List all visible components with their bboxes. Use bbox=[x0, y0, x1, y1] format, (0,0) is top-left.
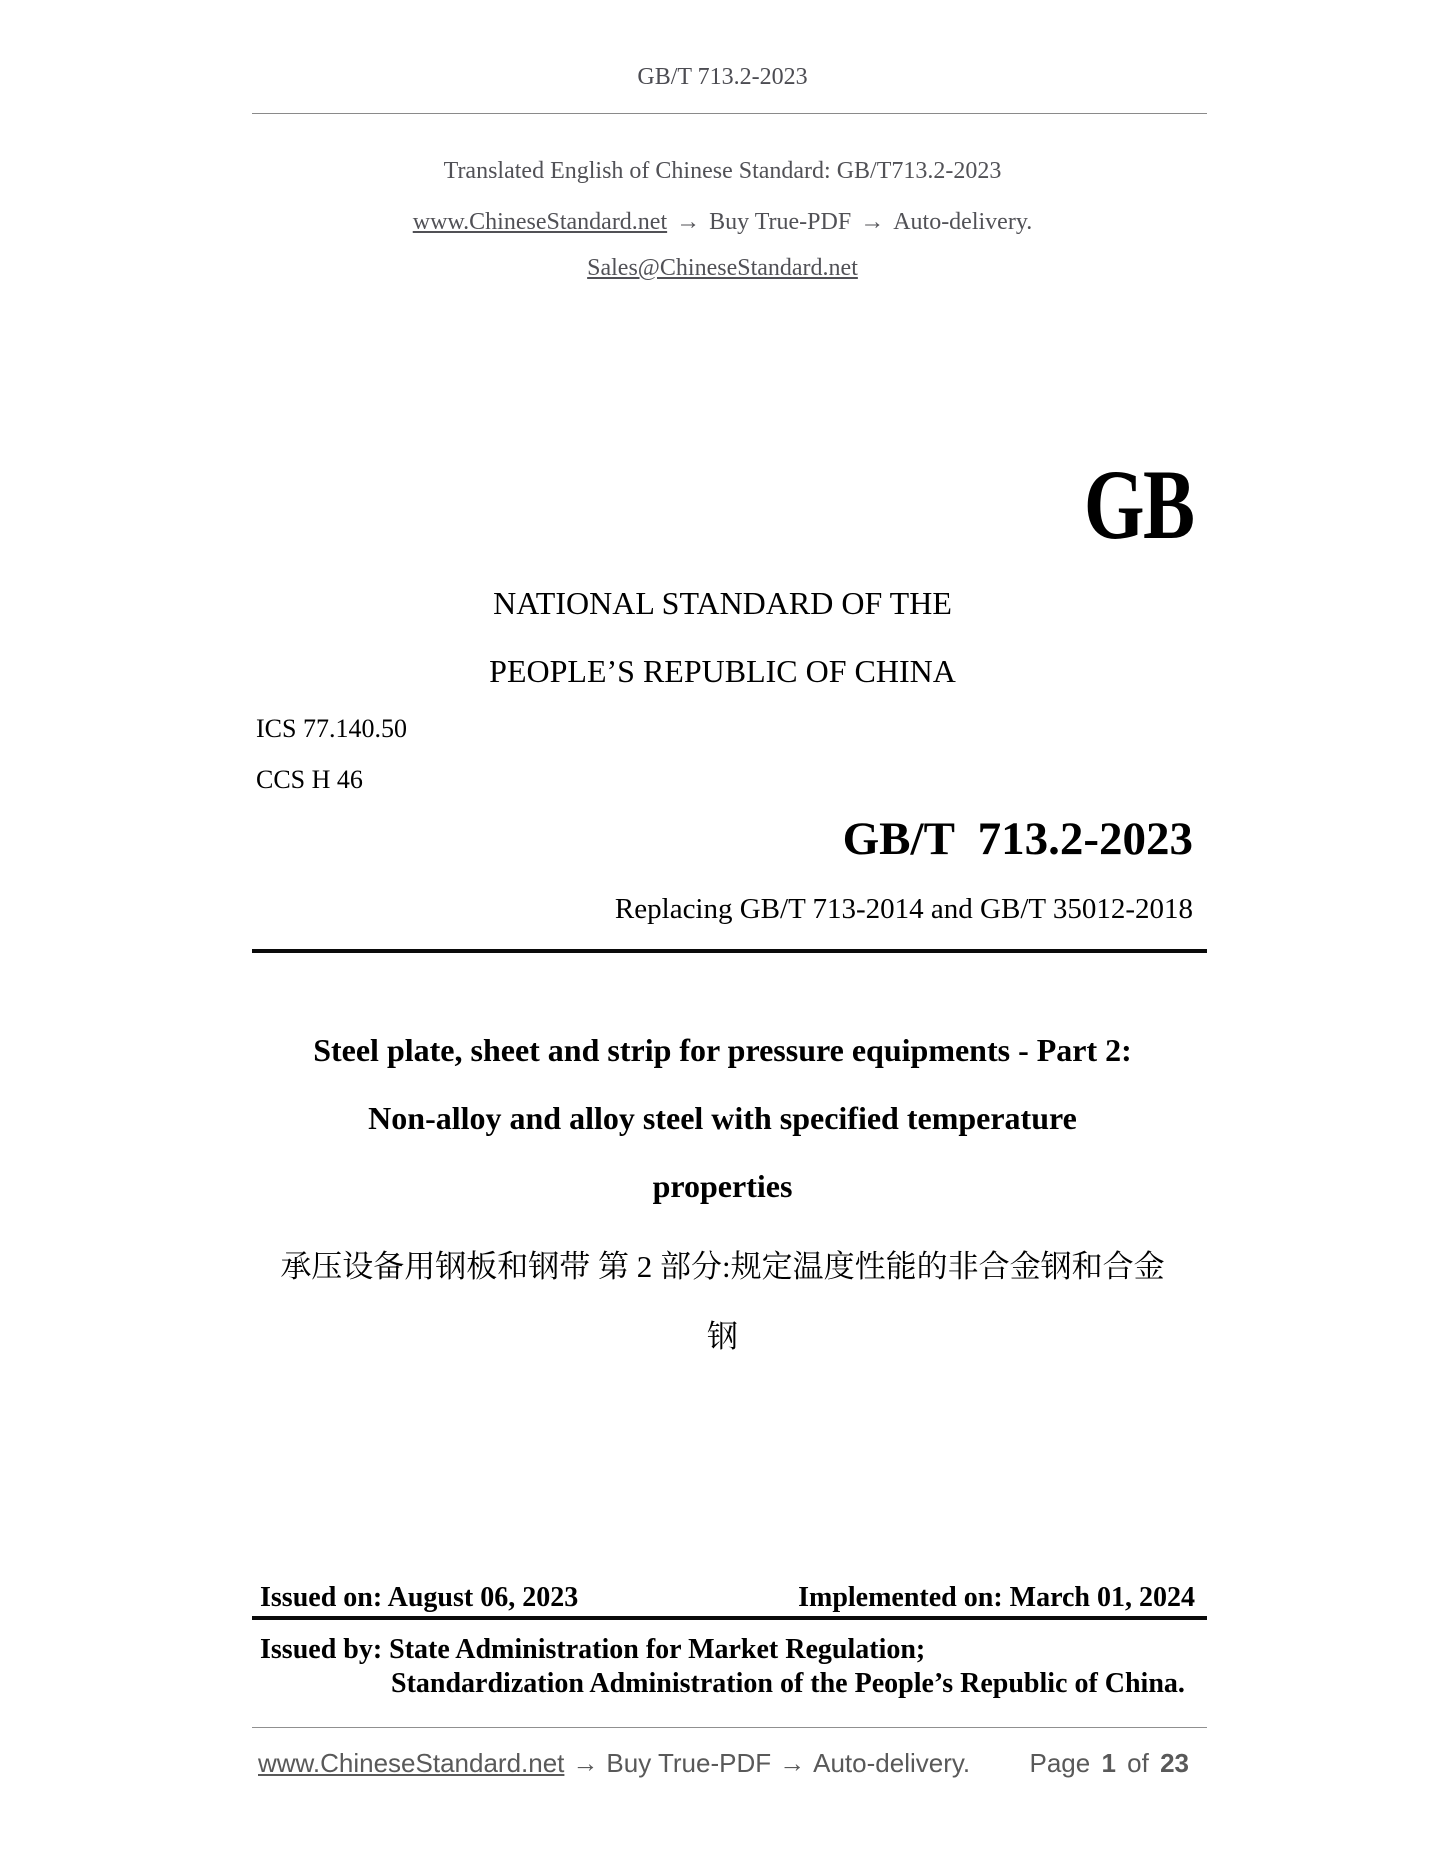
issued-on-date: Issued on: August 06, 2023 bbox=[260, 1582, 579, 1613]
arrow-icon: → bbox=[860, 209, 885, 235]
footer-delivery-label: Auto-delivery. bbox=[813, 1748, 971, 1778]
arrow-icon: → bbox=[676, 209, 701, 235]
delivery-label: Auto-delivery. bbox=[893, 209, 1033, 235]
page-number: 1 bbox=[1101, 1748, 1116, 1778]
standard-number: GB/T 713.2-2023 bbox=[842, 813, 1193, 865]
issued-by-line2: Standardization Administration of the People’s Republic of China. bbox=[391, 1668, 1185, 1699]
of-label: of bbox=[1127, 1748, 1149, 1778]
total-pages: 23 bbox=[1160, 1748, 1189, 1778]
running-header-doc-number: GB/T 713.2-2023 bbox=[637, 64, 808, 90]
title-cn-line1: 承压设备用钢板和钢带 第 2 部分:规定温度性能的非合金钢和合金 bbox=[280, 1249, 1165, 1284]
title-cn-line2: 钢 bbox=[707, 1319, 738, 1354]
page-label: Page bbox=[1029, 1748, 1091, 1778]
footer bbox=[258, 1748, 1193, 1779]
footer-left bbox=[258, 1748, 970, 1779]
site-link[interactable]: www.ChineseStandard.net bbox=[412, 209, 668, 235]
buy-label: Buy True-PDF bbox=[709, 209, 852, 235]
dates-divider bbox=[252, 1616, 1207, 1620]
arrow-icon: → bbox=[779, 1748, 806, 1778]
buy-line bbox=[0, 209, 1445, 236]
gb-logo: GB bbox=[1083, 449, 1193, 560]
footer-divider bbox=[252, 1727, 1207, 1728]
masthead-divider bbox=[252, 949, 1207, 953]
national-standard-line1: NATIONAL STANDARD OF THE bbox=[493, 585, 952, 621]
arrow-icon: → bbox=[572, 1748, 599, 1778]
header-divider bbox=[252, 113, 1207, 114]
footer-site-link[interactable]: www.ChineseStandard.net bbox=[258, 1748, 565, 1778]
title-en-line1: Steel plate, sheet and strip for pressure equipments - Part 2: bbox=[313, 1032, 1132, 1068]
translated-notice: Translated English of Chinese Standard: GB/T713.2-2023 bbox=[443, 158, 1002, 184]
ics-code: ICS 77.140.50 bbox=[256, 714, 407, 743]
email-line bbox=[0, 255, 1445, 282]
implemented-on-date: Implemented on: March 01, 2024 bbox=[798, 1582, 1195, 1613]
footer-buy-label: Buy True-PDF bbox=[606, 1748, 772, 1778]
title-en-line2: Non-alloy and alloy steel with specified temperature bbox=[368, 1100, 1077, 1136]
national-standard-line2: PEOPLE’S REPUBLIC OF CHINA bbox=[489, 653, 956, 689]
issued-by-line1: Issued by: State Administration for Market Regulation; bbox=[260, 1634, 926, 1665]
sales-email-link[interactable]: Sales@ChineseStandard.net bbox=[587, 255, 858, 281]
title-en-line3: properties bbox=[652, 1168, 793, 1204]
dates-row bbox=[260, 1582, 1195, 1614]
page-indicator bbox=[1029, 1748, 1193, 1779]
ccs-code: CCS H 46 bbox=[256, 765, 363, 794]
replacing-note: Replacing GB/T 713-2014 and GB/T 35012-2018 bbox=[614, 893, 1193, 925]
